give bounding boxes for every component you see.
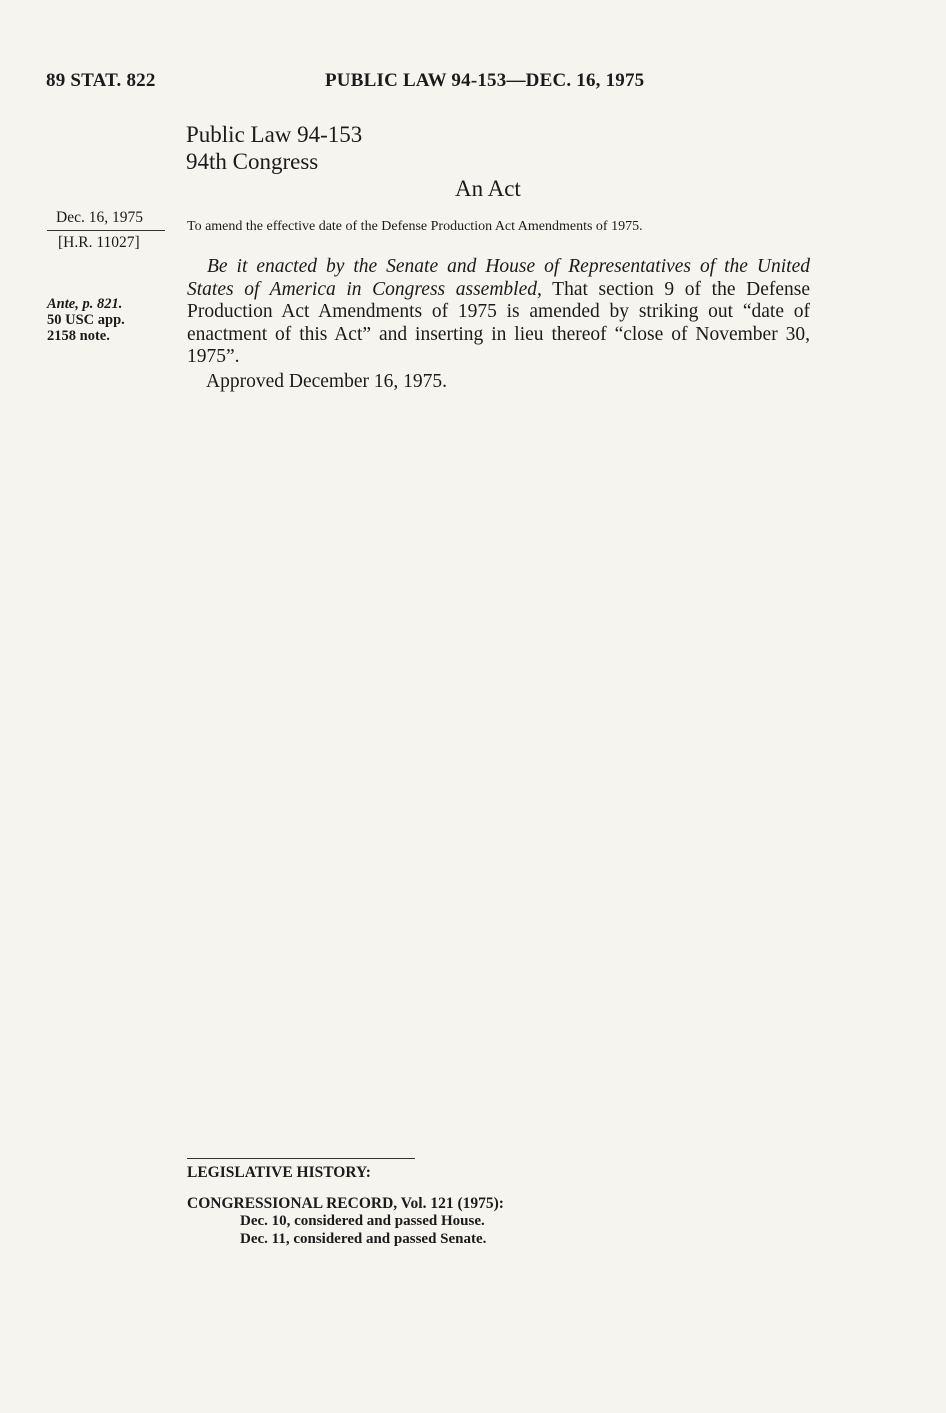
approval-date: Approved December 16, 1975. <box>206 371 447 392</box>
margin-note-ante: Ante, p. 821. <box>47 296 123 312</box>
act-purpose: To amend the effective date of the Defense Production Act Amendments of 1975. <box>187 219 643 234</box>
congressional-record-heading: CONGRESSIONAL RECORD, Vol. 121 (1975): <box>187 1195 504 1212</box>
margin-divider <box>47 230 165 231</box>
enacting-clause: Be it enacted by the Senate and House of Representatives of the United States of America in Congress assembled, <box>187 256 810 300</box>
history-entry: Dec. 11, considered and passed Senate. <box>240 1230 487 1247</box>
history-entries <box>240 1213 486 1248</box>
margin-note-usc: 50 USC app. <box>47 312 125 328</box>
history-entry: Dec. 10, considered and passed House. <box>240 1213 485 1229</box>
history-divider <box>187 1158 415 1159</box>
margin-bill-number: [H.R. 11027] <box>58 234 140 251</box>
act-body-text: That section 9 of the Defense Production Act Amendments of 1975 is amended by striking out “date of enactment of this Act” and inserting in lieu thereof “close of November 30, 1975”. <box>187 278 810 367</box>
margin-date: Dec. 16, 1975 <box>56 209 143 226</box>
law-number: Public Law 94-153 <box>186 122 363 147</box>
legislative-history-title: LEGISLATIVE HISTORY: <box>187 1164 371 1181</box>
margin-note-section: 2158 note. <box>47 328 110 344</box>
congress-label: 94th Congress <box>186 149 319 174</box>
running-head: PUBLIC LAW 94-153—DEC. 16, 1975 <box>325 70 645 91</box>
act-heading: An Act <box>455 176 521 201</box>
stat-page-number: 89 STAT. 822 <box>46 70 156 91</box>
act-body <box>187 256 810 369</box>
margin-notes <box>47 296 125 344</box>
act-body-paragraph <box>187 256 810 369</box>
